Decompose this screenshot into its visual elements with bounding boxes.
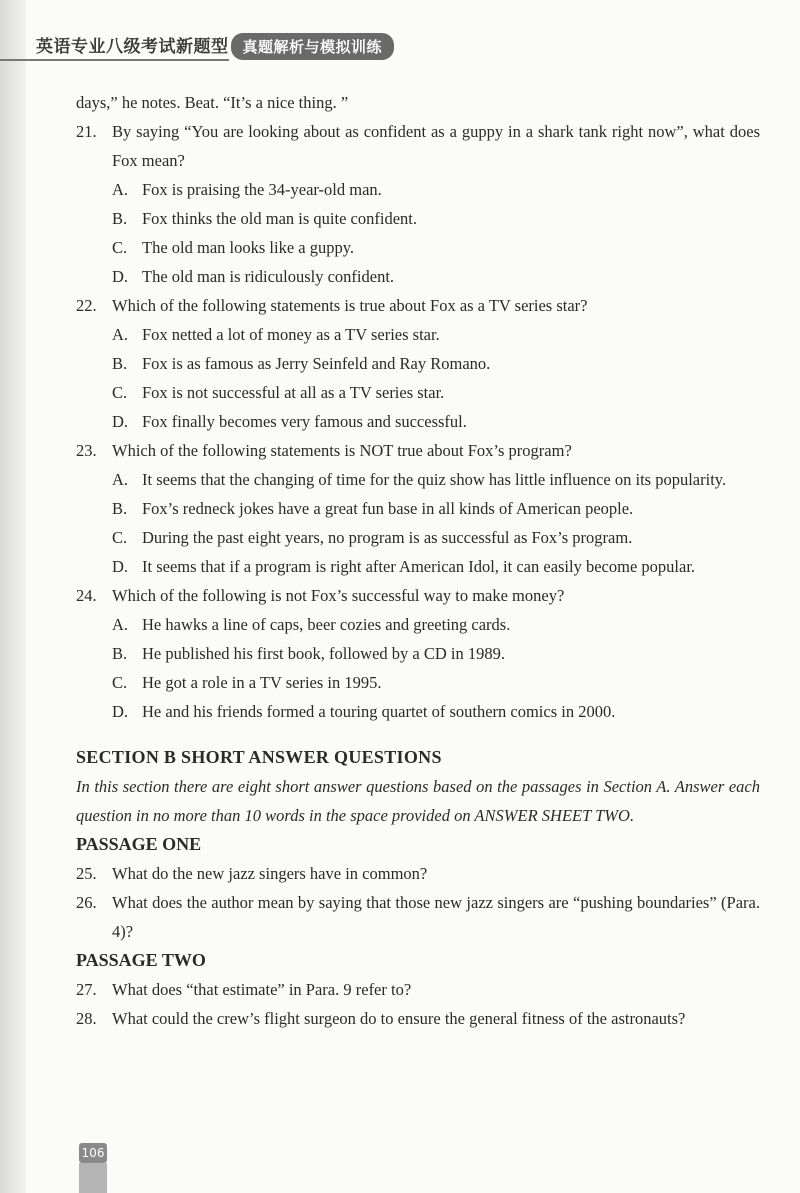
page-edge-shadow xyxy=(0,0,26,1193)
question-text: Which of the following statements is NOT true about Fox’s program? xyxy=(112,441,572,460)
option-text: He hawks a line of caps, beer cozies and greeting cards. xyxy=(142,615,511,634)
option-text: He published his first book, followed by a CD in 1989. xyxy=(142,644,505,663)
answer-option xyxy=(76,320,760,349)
option-letter: D. xyxy=(112,412,129,431)
option-text: The old man is ridiculously confident. xyxy=(142,267,395,286)
question-item xyxy=(76,117,760,175)
short-answer-question xyxy=(76,888,760,946)
option-text: It seems that the changing of time for the quiz show has little influence on its popularity. xyxy=(142,470,727,489)
question-text: What could the crew’s flight surgeon do to ensure the general fitness of the astronauts? xyxy=(112,1009,686,1028)
question-number: 25. xyxy=(76,864,97,883)
option-text: It seems that if a program is right after American Idol, it can easily become popular. xyxy=(142,557,696,576)
option-text: Fox is praising the 34-year-old man. xyxy=(142,180,382,199)
option-letter: A. xyxy=(112,470,129,489)
short-answer-question xyxy=(76,859,760,888)
option-text: Fox thinks the old man is quite confident. xyxy=(142,209,417,228)
running-header xyxy=(0,30,420,62)
option-letter: D. xyxy=(112,557,129,576)
section-b-title: SECTION B SHORT ANSWER QUESTIONS xyxy=(76,747,442,767)
answer-option xyxy=(76,552,760,581)
question-item xyxy=(76,581,760,610)
book-subtitle-badge: 真题解析与模拟训练 xyxy=(231,33,395,60)
answer-option xyxy=(76,523,760,552)
option-text: Fox finally becomes very famous and successful. xyxy=(142,412,467,431)
short-answer-question xyxy=(76,975,760,1004)
answer-option xyxy=(76,175,760,204)
question-text: What does “that estimate” in Para. 9 refer to? xyxy=(112,980,412,999)
passage-title: PASSAGE TWO xyxy=(76,950,206,970)
option-text: Fox is as famous as Jerry Seinfeld and Ray Romano. xyxy=(142,354,491,373)
question-item xyxy=(76,291,760,320)
option-text: During the past eight years, no program is as successful as Fox’s program. xyxy=(142,528,633,547)
intro-line: days,” he notes. Beat. “It’s a nice thing. ” xyxy=(76,93,349,112)
option-text: The old man looks like a guppy. xyxy=(142,238,355,257)
page-number-bar xyxy=(79,1163,107,1193)
option-letter: C. xyxy=(112,528,128,547)
question-text: What do the new jazz singers have in common? xyxy=(112,864,428,883)
option-text: He and his friends formed a touring quartet of southern comics in 2000. xyxy=(142,702,616,721)
book-title: 英语专业八级考试新题型 xyxy=(0,32,229,61)
option-letter: C. xyxy=(112,383,128,402)
option-letter: D. xyxy=(112,702,129,721)
question-number: 26. xyxy=(76,893,97,912)
option-letter: B. xyxy=(112,209,128,228)
passage-title: PASSAGE ONE xyxy=(76,834,202,854)
answer-option xyxy=(76,233,760,262)
option-text: Fox is not successful at all as a TV series star. xyxy=(142,383,445,402)
question-number: 27. xyxy=(76,980,97,999)
option-text: He got a role in a TV series in 1995. xyxy=(142,673,382,692)
answer-option xyxy=(76,697,760,726)
question-text: By saying “You are looking about as confident as a guppy in a shark tank right now”, what does Fox mean? xyxy=(112,122,760,170)
option-letter: A. xyxy=(112,180,129,199)
answer-option xyxy=(76,349,760,378)
short-answer-question xyxy=(76,1004,760,1033)
answer-option xyxy=(76,494,760,523)
question-text: Which of the following is not Fox’s successful way to make money? xyxy=(112,586,565,605)
option-letter: B. xyxy=(112,644,128,663)
answer-option xyxy=(76,639,760,668)
answer-option xyxy=(76,668,760,697)
answer-option xyxy=(76,407,760,436)
answer-option xyxy=(76,378,760,407)
question-text: What does the author mean by saying that those new jazz singers are “pushing boundaries” (Para. 4)? xyxy=(112,893,760,941)
question-item xyxy=(76,436,760,465)
answer-option xyxy=(76,610,760,639)
option-letter: A. xyxy=(112,325,129,344)
option-letter: B. xyxy=(112,354,128,373)
question-number: 28. xyxy=(76,1009,97,1028)
option-letter: A. xyxy=(112,615,129,634)
answer-option xyxy=(76,465,760,494)
question-number: 22. xyxy=(76,296,97,315)
option-letter: C. xyxy=(112,673,128,692)
page-content xyxy=(76,88,760,1033)
option-letter: D. xyxy=(112,267,129,286)
page-number: 106 xyxy=(79,1143,107,1163)
answer-option xyxy=(76,262,760,291)
question-number: 24. xyxy=(76,586,97,605)
short-answer-passages xyxy=(76,830,760,1033)
option-letter: C. xyxy=(112,238,128,257)
question-text: Which of the following statements is true about Fox as a TV series star? xyxy=(112,296,588,315)
section-b-instructions: In this section there are eight short answer questions based on the passages in Section A. Answer each question in no more than 10 words in the space provided on ANSWER SHEET TWO. xyxy=(76,777,760,825)
option-letter: B. xyxy=(112,499,128,518)
question-number: 21. xyxy=(76,122,97,141)
multiple-choice-questions xyxy=(76,117,760,726)
option-text: Fox’s redneck jokes have a great fun base in all kinds of American people. xyxy=(142,499,634,518)
answer-option xyxy=(76,204,760,233)
question-number: 23. xyxy=(76,441,97,460)
option-text: Fox netted a lot of money as a TV series star. xyxy=(142,325,440,344)
